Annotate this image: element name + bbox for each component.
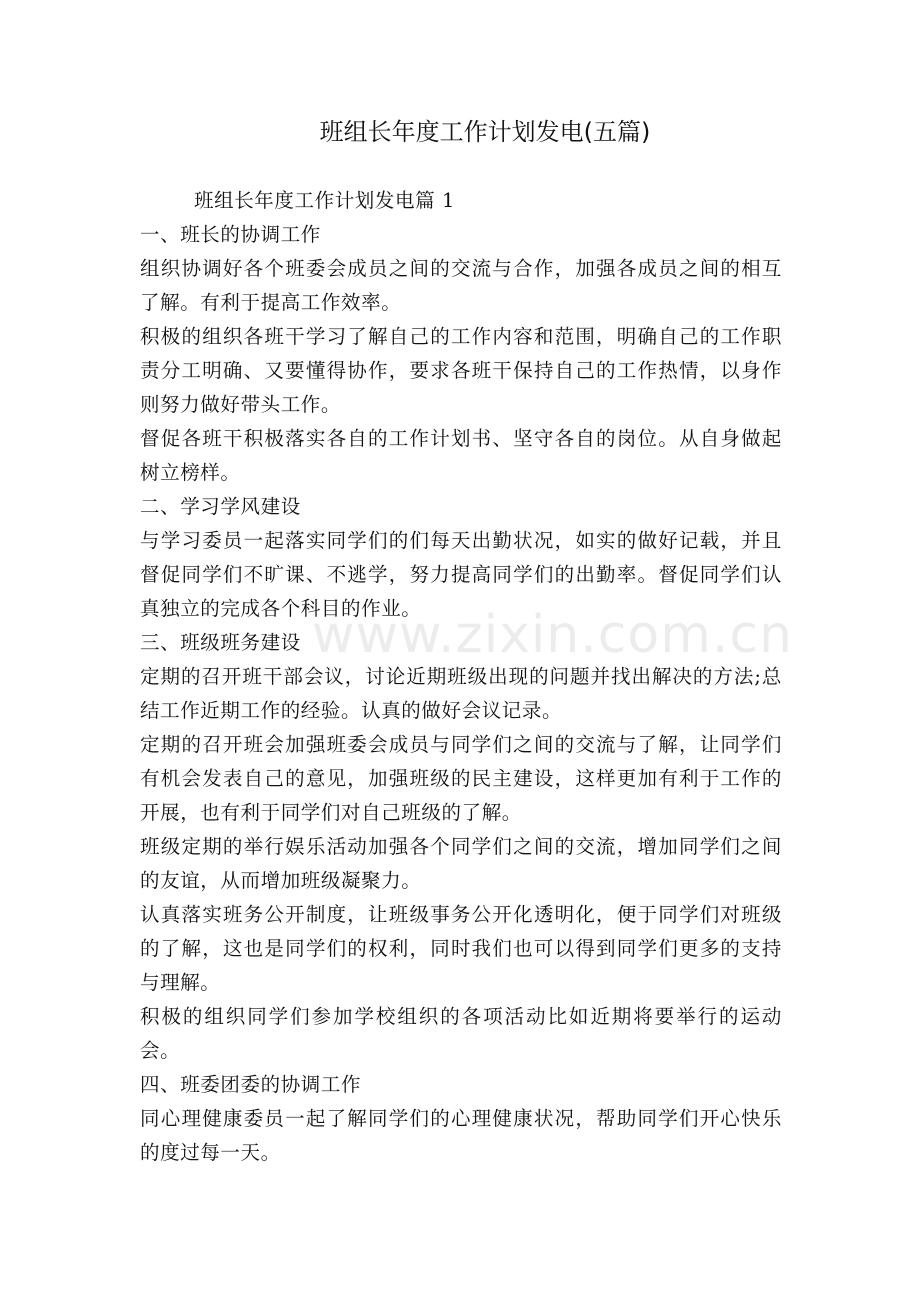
document-body (140, 184, 782, 1170)
paragraph: 认真落实班务公开制度，让班级事务公开化透明化，便于同学们对班级的了解，这也是同学们的权利，同时我们也可以得到同学们更多的支持与理解。 (140, 903, 782, 994)
paragraph: 同心理健康委员一起了解同学们的心理健康状况，帮助同学们开心快乐的度过每一天。 (140, 1107, 782, 1164)
paragraph: 班级定期的举行娱乐活动加强各个同学们之间的交流，增加同学们之间的友谊，从而增加班级凝聚力。 (140, 835, 782, 892)
heading-class-affairs: 三、班级班务建设 (140, 631, 301, 654)
paragraph: 定期的召开班干部会议，讨论近期班级出现的问题并找出解决的方法;总结工作近期工作的经验。认真的做好会议记录。 (140, 665, 782, 722)
paragraph: 积极的组织同学们参加学校组织的各项活动比如近期将要举行的运动会。 (140, 1005, 782, 1062)
heading-coordination: 一、班长的协调工作 (140, 223, 321, 246)
watermark: www.zixin.com.cn (312, 605, 793, 665)
paragraph: 与学习委员一起落实同学们的们每天出勤状况，如实的做好记载，并且督促同学们不旷课、不逃学，努力提高同学们的出勤率。督促同学们认真独立的完成各个科目的作业。 (140, 529, 782, 620)
document-title: 班组长年度工作计划发电(五篇) (319, 118, 651, 146)
paragraph: 督促各班干积极落实各自的工作计划书、坚守各自的岗位。从自身做起树立榜样。 (140, 427, 782, 484)
paragraph: 定期的召开班会加强班委会成员与同学们之间的交流与了解，让同学们有机会发表自己的意见，加强班级的民主建设，这样更加有利于工作的开展，也有利于同学们对自己班级的了解。 (140, 733, 782, 824)
heading-study: 二、学习学风建设 (140, 495, 301, 518)
paragraph: 组织协调好各个班委会成员之间的交流与合作，加强各成员之间的相互了解。有利于提高工作效率。 (140, 257, 782, 314)
paragraph: 积极的组织各班干学习了解自己的工作内容和范围，明确自己的工作职责分工明确、又要懂得协作，要求各班干保持自己的工作热情，以身作则努力做好带头工作。 (140, 325, 782, 416)
section-subtitle: 班组长年度工作计划发电篇 1 (194, 189, 456, 212)
heading-committee: 四、班委团委的协调工作 (140, 1073, 362, 1096)
